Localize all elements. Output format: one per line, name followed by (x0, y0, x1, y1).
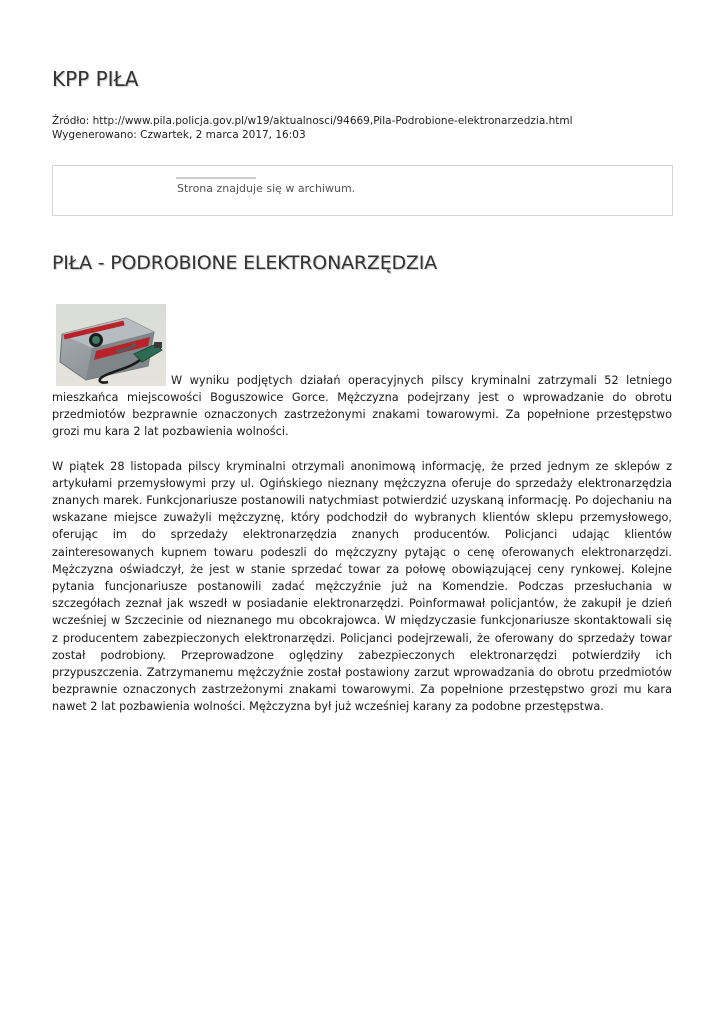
document-meta (52, 114, 573, 142)
source-line: Źródło: http://www.pila.policja.gov.pl/w19/aktualnosci/94669,Pila-Podrobione-elektronarzedzia.html (52, 115, 573, 127)
article-photo (56, 304, 166, 386)
archive-text: Strona znajduje się w archiwum. (177, 182, 356, 195)
article-title: PIŁA - PODROBIONE ELEKTRONARZĘDZIA (52, 252, 437, 274)
site-title: KPP PIŁA (52, 67, 139, 91)
power-tool-case-image (56, 304, 166, 386)
archive-notice (52, 165, 673, 216)
article-lead-text: W wyniku podjętych działań operacyjnych pilscy kryminalni zatrzymali 52 letniego mieszkańca miejscowości Boguszowice Gorce. Mężczyzna podejrzany jest o wprowadzanie do obrotu przedmiotów bezprawnie oznaczonych zastrzeżonymi znakami towarowymi. Za popełnione przestępstwo grozi mu kara 2 lat pozbawienia wolności. (52, 373, 672, 439)
article-main-paragraph: W piątek 28 listopada pilscy kryminalni otrzymali anonimową informację, że przed jednym ze sklepów z artykułami przemysłowymi przy ul. Ogińskiego nieznany mężczyzna oferuje do sprzedaży elektronarzędzia znanych marek. Funkcjonariusze postanowili natychmiast potwierdzić uzyskaną informację. Po dojechaniu na wskazane miejsce zuważyli mężczyznę, który podchodził do wybranych klientów sklepu przemysłowego, oferując im do sprzedaży elektronarzędzia znanych producentów. Policjanci udając klientów zainteresowanych kupnem towaru podeszli do mężczyzny pytając o cenę oferowanych elektronarzędzi. Mężczyzna oświadczył, że jest w stanie sprzedać towar za połowę obowiązującej ceny rynkowej. Kolejne pytania funcjonariusze postanowili zadać mężczyźnie już na Komendzie. Podczas przesłuchania w szczegółach zeznał jak wszedł w posiadanie elektronarzędzi. Poinformawał policjantów, że zakupił je dzień wcześniej w Szczecinie od nieznanego mu obcokrajowca. W międzyczasie funkcjonariusze skontaktowali się z producentem zabezpieczonych elektronarzędzi. Policjanci podejrzewali, że oferowany do sprzedaży towar został podrobiony. Przeprowadzone oględziny zabezpieczonych elektronarzędzi potwierdziły ich przypuszczenia. Zatrzymanemu mężczyźnie został postawiony zarzut wprowadzania do obrotu przedmiotów bezprawnie oznaczonych zastrzeżonymi znakami towarowymi. Za popełnione przestępstwo grozi mu kara nawet 2 lat pozbawienia wolności. Mężczyzna był już wcześniej karany za podobne przestępstwa. (52, 459, 672, 714)
article-body (52, 307, 672, 716)
archive-divider (176, 177, 256, 179)
generated-line: Wygenerowano: Czwartek, 2 marca 2017, 16:03 (52, 129, 306, 141)
article-lead-paragraph (52, 307, 672, 441)
